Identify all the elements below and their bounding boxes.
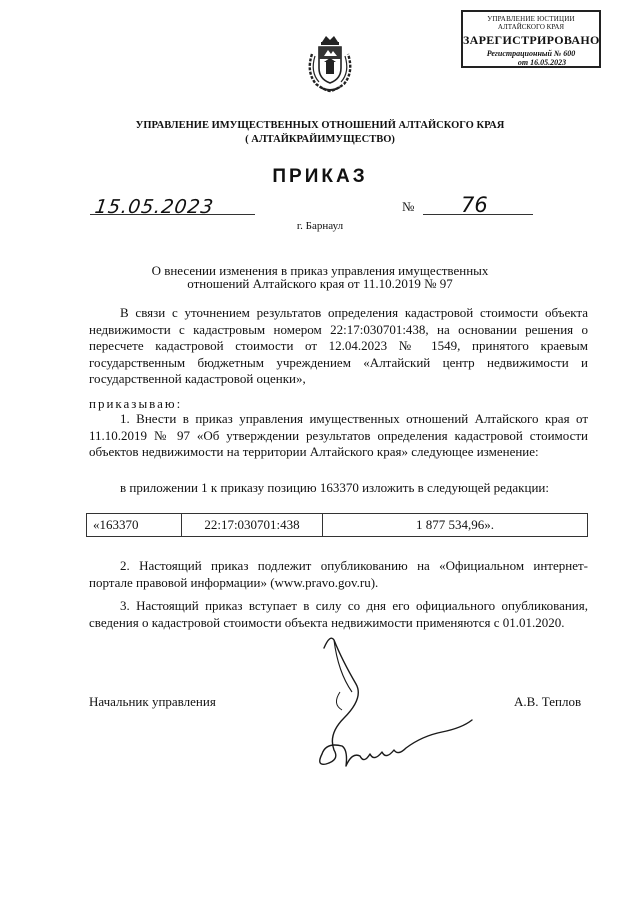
city: г. Барнаул — [296, 220, 344, 232]
number-sign: № — [402, 199, 415, 214]
item-3-paragraph — [89, 598, 588, 631]
preamble-paragraph — [89, 305, 588, 388]
coat-of-arms-icon — [302, 32, 358, 94]
stamp-reg-date: от 16.05.2023 — [517, 58, 567, 67]
preamble-text: В связи с уточнением результатов определения кадастровой стоимости объекта недвижимости с кадастровым номером 22:17:030701:438, на основании решения о пересчете кадастровой стоимости от 12.04.2023 № 1549, принятого краевым государственным бюджетным учреждением «Алтайский центр недвижимости и государственной кадастровой оценки», — [89, 305, 588, 386]
stamp-region: АЛТАЙСКОГО КРАЯ — [497, 23, 565, 31]
signatory-title: Начальник управления — [89, 694, 216, 709]
table-row — [87, 514, 588, 537]
position-table — [86, 513, 588, 537]
item-2-text: 2. Настоящий приказ подлежит опубликованию на «Официальном интернет-портале правовой информации» (www.pravo.gov.ru). — [89, 558, 588, 590]
item-1-text: 1. Внести в приказ управления имущественных отношений Алтайского края от 11.10.2019 № 97 «Об утверждении результатов определения кадастровой стоимости объектов недвижимости на территории Алтайского края» следующее изменение: — [89, 411, 588, 459]
item-1-detail-paragraph — [89, 480, 588, 497]
signatory-name: А.В. Теплов — [514, 694, 582, 709]
stamp-status: ЗАРЕГИСТРИРОВАНО — [463, 33, 600, 47]
stamp-authority: УПРАВЛЕНИЕ ЮСТИЦИИ — [487, 15, 575, 23]
table-cell-cadastral-number: 22:17:030701:438 — [182, 514, 323, 537]
item-1-paragraph — [89, 411, 588, 461]
subject-line-2: отношений Алтайского края от 11.10.2019 № 97 — [187, 276, 453, 291]
item-1-detail-text: в приложении 1 к приказу позицию 163370 изложить в следующей редакции: — [120, 480, 549, 495]
table-cell-cost: 1 877 534,96». — [323, 514, 588, 537]
order-number: 76 — [461, 193, 488, 217]
handwritten-signature — [312, 632, 482, 782]
organization-short-name: ( АЛТАЙКРАЙИМУЩЕСТВО) — [245, 134, 395, 145]
subject-line-1: О внесении изменения в приказ управления имущественных — [151, 263, 489, 278]
order-date: 15.05.2023 — [93, 196, 216, 218]
item-2-paragraph — [89, 558, 588, 591]
prikazyvayu-word: приказываю: — [89, 396, 183, 411]
table-cell-position: «163370 — [87, 514, 182, 537]
item-3-text: 3. Настоящий приказ вступает в силу со дня его официального опубликования, сведения о кадастровой стоимости объекта недвижимости применяются с 01.01.2020. — [89, 598, 588, 630]
stamp-reg-number: Регистрационный № 600 — [486, 49, 576, 58]
registration-stamp — [461, 10, 601, 68]
organization-name: УПРАВЛЕНИЕ ИМУЩЕСТВЕННЫХ ОТНОШЕНИЙ АЛТАЙСКОГО КРАЯ — [135, 120, 505, 131]
document-type-title: ПРИКАЗ — [272, 166, 368, 187]
